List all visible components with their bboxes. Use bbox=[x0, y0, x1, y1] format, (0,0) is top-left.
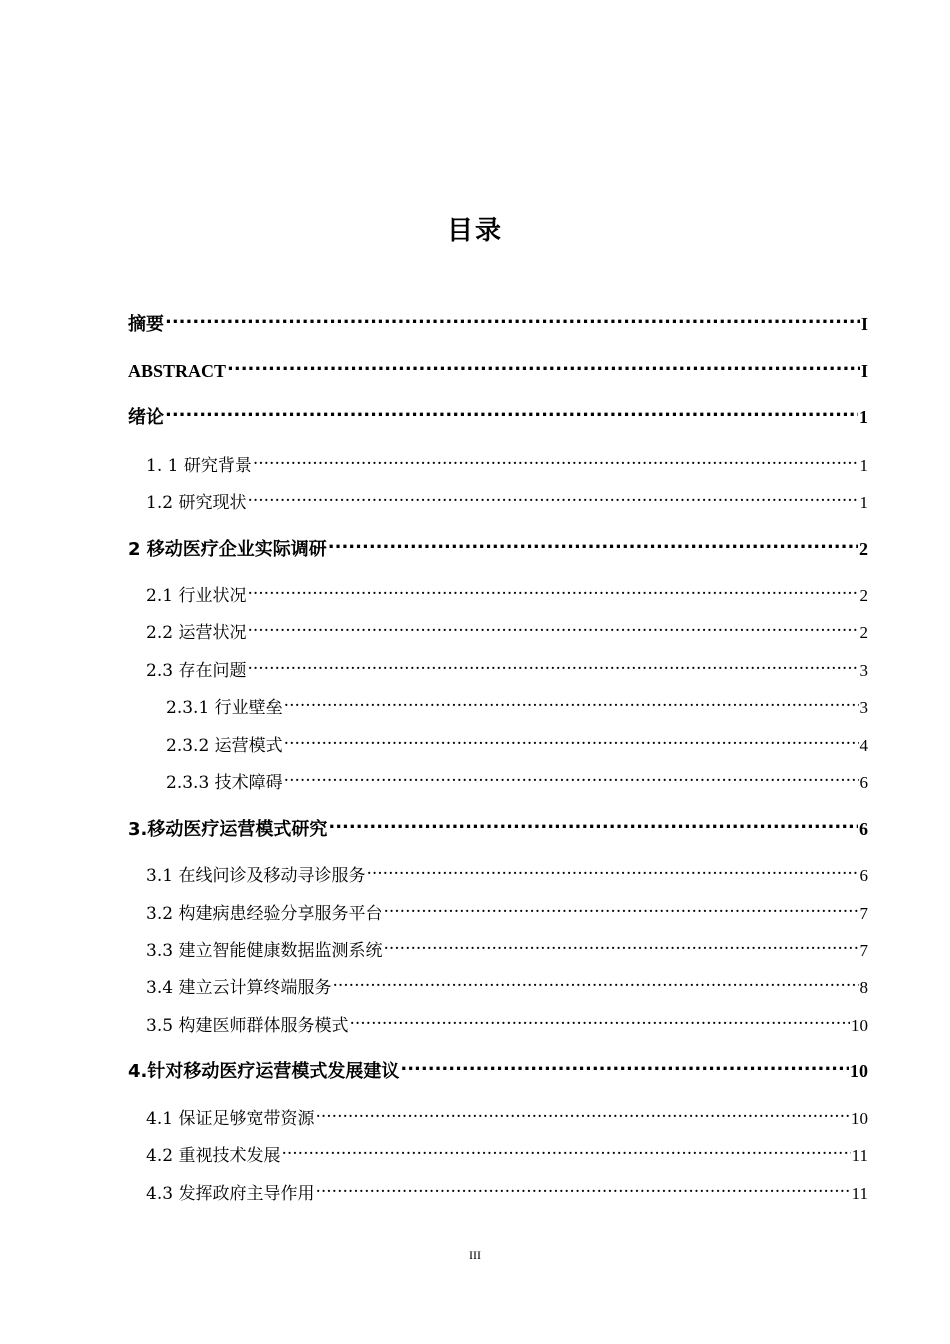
page-title: 目录 bbox=[446, 216, 503, 246]
toc-entry-page: 6 bbox=[859, 819, 868, 839]
toc-entry-text: 2.2 运营状况 bbox=[146, 623, 247, 643]
toc-entry-abstract-en[interactable] bbox=[128, 353, 868, 381]
toc-entry-text: 2.3.1 行业壁垒 bbox=[166, 698, 283, 718]
toc-entry-introduction[interactable] bbox=[128, 399, 868, 428]
toc-leader-dots bbox=[332, 969, 858, 993]
toc-leader-dots bbox=[284, 689, 859, 713]
toc-entry-4-3[interactable] bbox=[146, 1175, 868, 1204]
toc-entry-page: 3 bbox=[859, 661, 868, 680]
toc-entry-page: 7 bbox=[859, 941, 868, 960]
toc-entry-text: 1.2 研究现状 bbox=[146, 493, 247, 513]
toc-entry-text: 3.移动医疗运营模式研究 bbox=[128, 819, 328, 840]
toc-entry-text: 绪论 bbox=[128, 407, 164, 428]
toc-leader-dots bbox=[247, 577, 858, 601]
toc-entry-text: 2.1 行业状况 bbox=[146, 586, 247, 606]
toc-entry-4-2[interactable] bbox=[146, 1137, 868, 1166]
toc-entry-page: 6 bbox=[859, 773, 868, 792]
toc-entry-3-4[interactable] bbox=[146, 969, 868, 998]
toc-leader-dots bbox=[328, 531, 858, 555]
toc-entry-page: 1 bbox=[859, 407, 868, 427]
toc-entry-text: 2.3.2 运营模式 bbox=[166, 736, 283, 756]
toc-entry-4-1[interactable] bbox=[146, 1100, 868, 1129]
toc-leader-dots bbox=[383, 932, 858, 956]
toc-leader-dots bbox=[349, 1007, 850, 1031]
toc-entry-page: 6 bbox=[859, 866, 868, 885]
toc-entry-3-2[interactable] bbox=[146, 895, 868, 924]
toc-entry-page: 10 bbox=[850, 1061, 868, 1081]
toc-entry-3-1[interactable] bbox=[146, 857, 868, 886]
toc-entry-page: 11 bbox=[851, 1184, 868, 1203]
toc-entry-chapter-4[interactable] bbox=[128, 1053, 868, 1082]
toc-entry-text: 2 移动医疗企业实际调研 bbox=[128, 539, 327, 560]
toc-leader-dots bbox=[165, 399, 858, 423]
toc-entry-page: 2 bbox=[859, 539, 868, 559]
toc-entry-text: 3.2 构建病患经验分享服务平台 bbox=[146, 904, 383, 924]
toc-entry-text: 3.1 在线问诊及移动寻诊服务 bbox=[146, 866, 366, 886]
toc-entry-3-3[interactable] bbox=[146, 932, 868, 961]
toc-entry-page: 11 bbox=[851, 1146, 868, 1165]
toc-entry-text: 4.2 重视技术发展 bbox=[146, 1146, 281, 1166]
toc-entry-text: 4.针对移动医疗运营模式发展建议 bbox=[128, 1061, 400, 1082]
toc-entry-page: I bbox=[860, 361, 868, 381]
toc-entry-2-3-1[interactable] bbox=[166, 689, 868, 718]
toc-entry-text: ABSTRACT bbox=[128, 361, 227, 381]
toc-entry-1-1[interactable] bbox=[146, 447, 868, 476]
toc-entry-text: 3.4 建立云计算终端服务 bbox=[146, 978, 332, 998]
toc-entry-page: 10 bbox=[851, 1016, 868, 1035]
toc-leader-dots bbox=[247, 652, 858, 676]
toc-entry-text: 摘要 bbox=[128, 314, 164, 335]
toc-leader-dots bbox=[366, 857, 858, 881]
toc-entry-2-2[interactable] bbox=[146, 614, 868, 643]
toc-entry-text: 2.3 存在问题 bbox=[146, 661, 247, 681]
toc-leader-dots bbox=[227, 353, 860, 377]
toc-leader-dots bbox=[315, 1175, 850, 1199]
toc-leader-dots bbox=[284, 764, 859, 788]
toc-entry-page: 7 bbox=[859, 904, 868, 923]
toc-entry-text: 2.3.3 技术障碍 bbox=[166, 773, 283, 793]
toc-entry-page: 1 bbox=[859, 456, 868, 475]
toc-entry-page: 10 bbox=[851, 1109, 868, 1128]
toc-entry-abstract-cn[interactable] bbox=[128, 306, 868, 335]
toc-leader-dots bbox=[165, 306, 860, 330]
toc-entry-2-3-2[interactable] bbox=[166, 727, 868, 756]
toc-entry-page: 2 bbox=[859, 623, 868, 642]
toc-entry-3-5[interactable] bbox=[146, 1007, 868, 1036]
toc-entry-2-3[interactable] bbox=[146, 652, 868, 681]
toc-entry-page: I bbox=[860, 314, 868, 334]
toc-entry-text: 4.3 发挥政府主导作用 bbox=[146, 1184, 315, 1204]
toc-leader-dots bbox=[284, 727, 859, 751]
toc-entry-2-3-3[interactable] bbox=[166, 764, 868, 793]
toc-leader-dots bbox=[253, 447, 859, 471]
toc-entry-text: 4.1 保证足够宽带资源 bbox=[146, 1109, 315, 1129]
footer-page-number: III bbox=[469, 1248, 481, 1262]
toc-leader-dots bbox=[328, 811, 858, 835]
toc-entry-page: 2 bbox=[859, 586, 868, 605]
toc-entry-text: 3.3 建立智能健康数据监测系统 bbox=[146, 941, 383, 961]
toc-entry-chapter-3[interactable] bbox=[128, 811, 868, 840]
toc-leader-dots bbox=[400, 1053, 849, 1077]
toc-entry-text: 3.5 构建医师群体服务模式 bbox=[146, 1016, 349, 1036]
toc-entry-1-2[interactable] bbox=[146, 484, 868, 513]
toc-leader-dots bbox=[247, 484, 858, 508]
toc-leader-dots bbox=[315, 1100, 850, 1124]
toc-leader-dots bbox=[247, 614, 858, 638]
toc-entry-2-1[interactable] bbox=[146, 577, 868, 606]
toc-entry-page: 8 bbox=[859, 978, 868, 997]
toc-entry-page: 4 bbox=[859, 736, 868, 755]
toc-leader-dots bbox=[281, 1137, 850, 1161]
toc-entry-text: 1. 1 研究背景 bbox=[146, 456, 252, 476]
toc-entry-page: 3 bbox=[859, 698, 868, 717]
toc-leader-dots bbox=[383, 895, 858, 919]
toc-entry-page: 1 bbox=[859, 493, 868, 512]
toc-entry-chapter-2[interactable] bbox=[128, 531, 868, 560]
